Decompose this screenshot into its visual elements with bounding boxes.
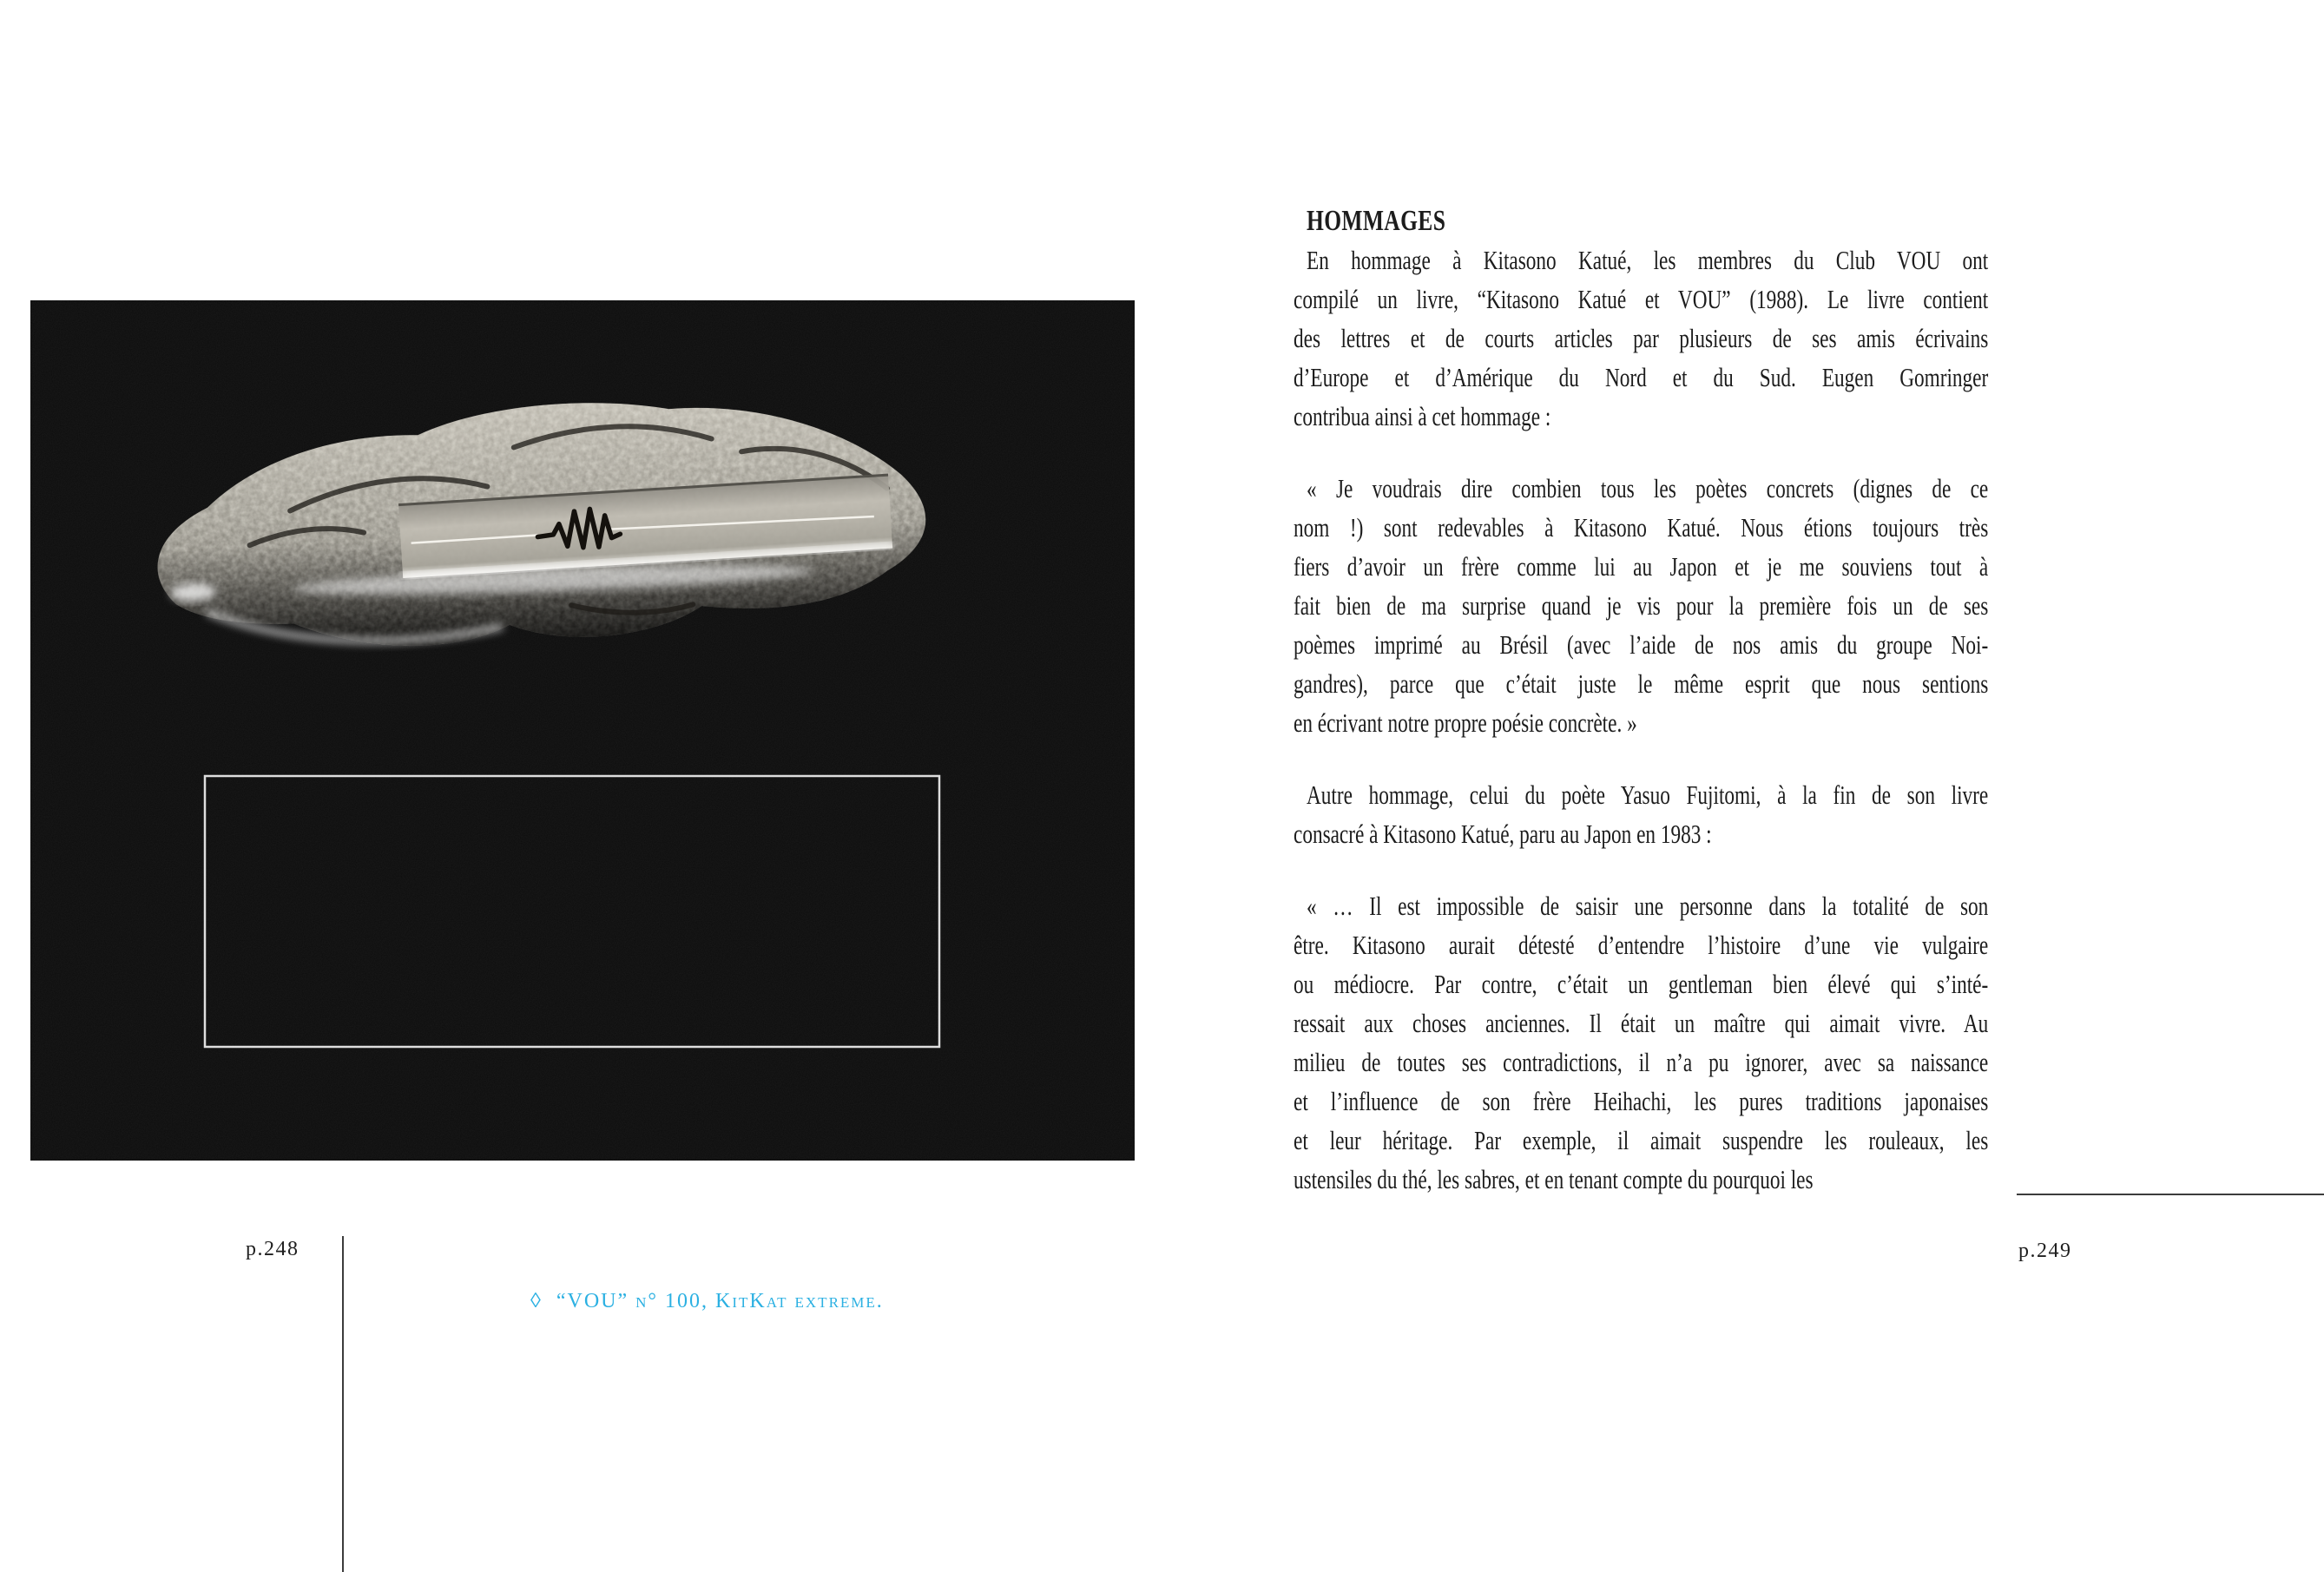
right-horizontal-rule: [2017, 1194, 2324, 1195]
text-line: et leur héritage. Par exemple, il aimait suspendre les rouleaux, les: [1294, 1125, 1989, 1155]
artwork-photograph: [30, 300, 1135, 1161]
text-line: fiers d’avoir un frère comme lui au Japon et je me souviens tout à: [1294, 551, 1989, 582]
text-line: Autre hommage, celui du poète Yasuo Fujitomi, à la fin de son livre: [1307, 779, 1989, 810]
text-line: être. Kitasono aurait détesté d’entendre l’histoire d’une vie vulgaire: [1294, 930, 1989, 960]
text-line: ou médiocre. Par contre, c’était un gentleman bien élevé qui s’inté-: [1294, 969, 1989, 999]
text-line: nom !) sont redevables à Kitasono Katué. Nous étions toujours très: [1294, 512, 1989, 543]
paragraph: [1294, 469, 1988, 742]
text-line: contribua ainsi à cet hommage :: [1294, 401, 1551, 431]
text-line: ressait aux choses anciennes. Il était un maître qui aimait vivre. Au: [1294, 1008, 1989, 1038]
text-line: « … Il est impossible de saisir une personne dans la totalité de son: [1307, 891, 1989, 921]
section-heading: HOMMAGES: [1307, 205, 1446, 237]
text-line: ustensiles du thé, les sabres, et en tenant compte du pourquoi les: [1294, 1164, 1814, 1194]
text-line: « Je voudrais dire combien tous les poètes concrets (dignes de ce: [1307, 473, 1989, 503]
text-line: consacré à Kitasono Katué, paru au Japon en 1983 :: [1294, 819, 1712, 849]
paragraph: [1294, 886, 1988, 1199]
right-page-number: p.249: [2018, 1240, 2072, 1262]
caption-text: “VOU” n° 100, KitKat extreme.: [556, 1290, 884, 1312]
text-line: En hommage à Kitasono Katué, les membres du Club VOU ont: [1307, 245, 1989, 275]
text-line: en écrivant notre propre poésie concrète. »: [1294, 707, 1637, 738]
paragraph: [1294, 240, 1988, 436]
left-page-number: p.248: [246, 1238, 300, 1260]
left-vertical-rule: [342, 1236, 344, 1572]
text-line: milieu de toutes ses contradictions, il n’a pu ignorer, avec sa naissance: [1294, 1047, 1989, 1077]
paragraph: [1294, 775, 1988, 853]
body-paragraphs: [1294, 240, 1988, 1199]
text-line: d’Europe et d’Amérique du Nord et du Sud. Eugen Gomringer: [1294, 362, 1989, 392]
text-line: fait bien de ma surprise quand je vis pour la première fois un de ses: [1294, 590, 1989, 621]
photo-caption: [530, 1290, 884, 1313]
text-line: compilé un livre, “Kitasono Katué et VOU” (1988). Le livre contient: [1294, 284, 1989, 314]
text-line: des lettres et de courts articles par plusieurs de ses amis écrivains: [1294, 323, 1989, 353]
lozenge-icon: ◊: [530, 1290, 543, 1312]
text-line: gandres), parce que c’était juste le même esprit que nous sentions: [1294, 668, 1989, 699]
text-line: poèmes imprimé au Brésil (avec l’aide de nos amis du groupe Noi-: [1294, 629, 1989, 660]
photo-canvas: [30, 300, 1135, 1161]
text-line: et l’influence de son frère Heihachi, les pures traditions japonaises: [1294, 1086, 1989, 1116]
body-text-column: [1294, 201, 1988, 1199]
